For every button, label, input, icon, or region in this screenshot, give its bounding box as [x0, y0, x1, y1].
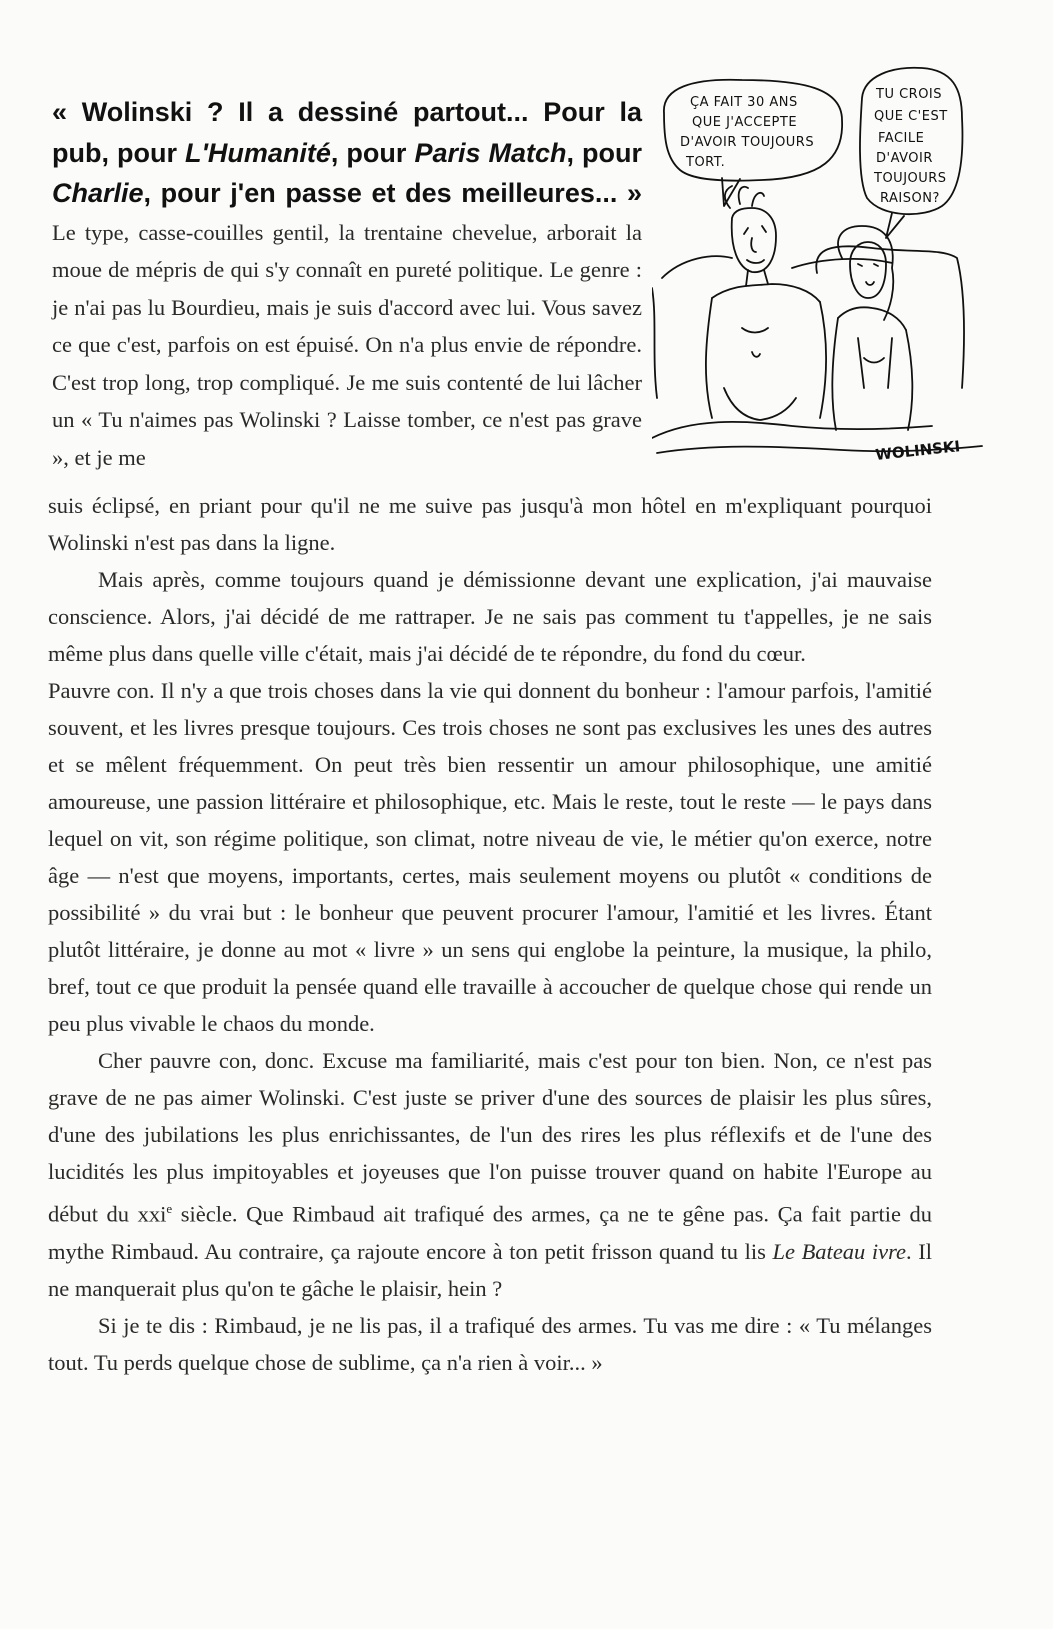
opening-paragraph [52, 92, 642, 476]
speech-right-line-1: TU CROIS [876, 87, 943, 102]
man-figure [706, 186, 826, 420]
woman-figure [832, 226, 912, 430]
speech-right-line-6: RAISON? [880, 191, 940, 206]
body-text [48, 487, 932, 1381]
speech-left-line-4: TORT. [686, 155, 726, 170]
wolinski-cartoon [652, 58, 1004, 483]
cartoon-signature: WOLINSKI [874, 437, 961, 464]
lead-quote: « Wolinski ? Il a dessiné partout... Pour la pub, pour L'Humanité, pour Paris Match, pour Charlie, pour j'en passe et des meilleures... » [52, 97, 643, 208]
speech-left-line-2: QUE J'ACCEPTE [692, 115, 798, 130]
speech-right-line-3: FACILE [878, 131, 925, 146]
paragraph-4: Cher pauvre con, donc. Excuse ma familiarité, mais c'est pour ton bien. Non, ce n'est pas grave de ne pas aimer Wolinski. C'est juste se priver d'une des sources de plaisir les plus sûres, d'une des jubilations les plus enrichissantes, de l'un des rires les plus réflexifs et de l'une des lucidités les plus impitoyables et joyeuses que l'on puisse trouver quand on habite l'Europe au début du xxi$^e$ siècle. Que Rimbaud ait trafiqué des armes, ça ne te gêne pas. Ça fait partie du mythe Rimbaud. Au contraire, ça rajoute encore à ton petit frisson quand tu lis Le Bateau ivre. Il ne manquerait plus qu'on te gâche le plaisir, hein ? [48, 1048, 932, 1301]
speech-left-line-3: D'AVOIR TOUJOURS [680, 135, 815, 150]
speech-right-line-2: QUE C'EST [874, 109, 948, 124]
speech-right-line-5: TOUJOURS [874, 171, 947, 186]
paragraph-2: Mais après, comme toujours quand je démissionne devant une explication, j'ai mauvaise conscience. Alors, j'ai décidé de me rattraper. Je ne sais pas comment tu t'appelles, je ne sais même plus dans quelle ville c'était, mais j'ai décidé de te répondre, du fond du cœur. [48, 567, 932, 666]
opening-paragraph-tail: suis éclipsé, en priant pour qu'il ne me suive pas jusqu'à mon hôtel en m'expliquant pourquoi Wolinski n'est pas dans la ligne. [48, 493, 932, 555]
opening-paragraph-text: Le type, casse-couilles gentil, la trentaine chevelue, arborait la moue de mépris de qui s'y connaît en pureté politique. Le genre : je n'ai pas lu Bourdieu, mais je suis d'accord avec lui. Vous savez ce que c'est, parfois on est épuisé. On n'a plus envie de répondre. C'est trop long, trop compliqué. Je me suis contenté de lui lâcher un « Tu n'aimes pas Wolinski ? Laisse tomber, ce n'est pas grave », et je me [52, 219, 642, 470]
speech-right-line-4: D'AVOIR [876, 151, 933, 166]
speech-left-line-1: ÇA FAIT 30 ANS [690, 95, 798, 110]
paragraph-5: Si je te dis : Rimbaud, je ne lis pas, il a trafiqué des armes. Tu vas me dire : « Tu mélanges tout. Tu perds quelque chose de sublime, ça n'a rien à voir... » [48, 1312, 932, 1375]
paragraph-3: Pauvre con. Il n'y a que trois choses dans la vie qui donnent du bonheur : l'amour parfois, l'amitié souvent, et les livres presque toujours. Ces trois choses ne sont pas exclusives les unes des autres et se mêlent fréquemment. On peut très bien ressentir un amour philosophique, une amitié amoureuse, une passion littéraire et philosophique, etc. Mais le reste, tout le reste — le pays dans lequel on vit, son régime politique, son climat, notre niveau de vie, le métier qu'on exerce, notre âge — n'est que moyens, importants, certes, mais seulement moyens ou plutôt « conditions de possibilité » du vrai but : le bonheur que peuvent procurer l'amour, l'amitié et les livres. Étant plutôt littéraire, je donne au mot « livre » un sens qui englobe la peinture, la musique, la philo, bref, tout ce que produit la pensée quand elle travaille à accoucher de quelque chose qui rende un peu plus vivable le chaos du monde. [48, 678, 932, 1036]
